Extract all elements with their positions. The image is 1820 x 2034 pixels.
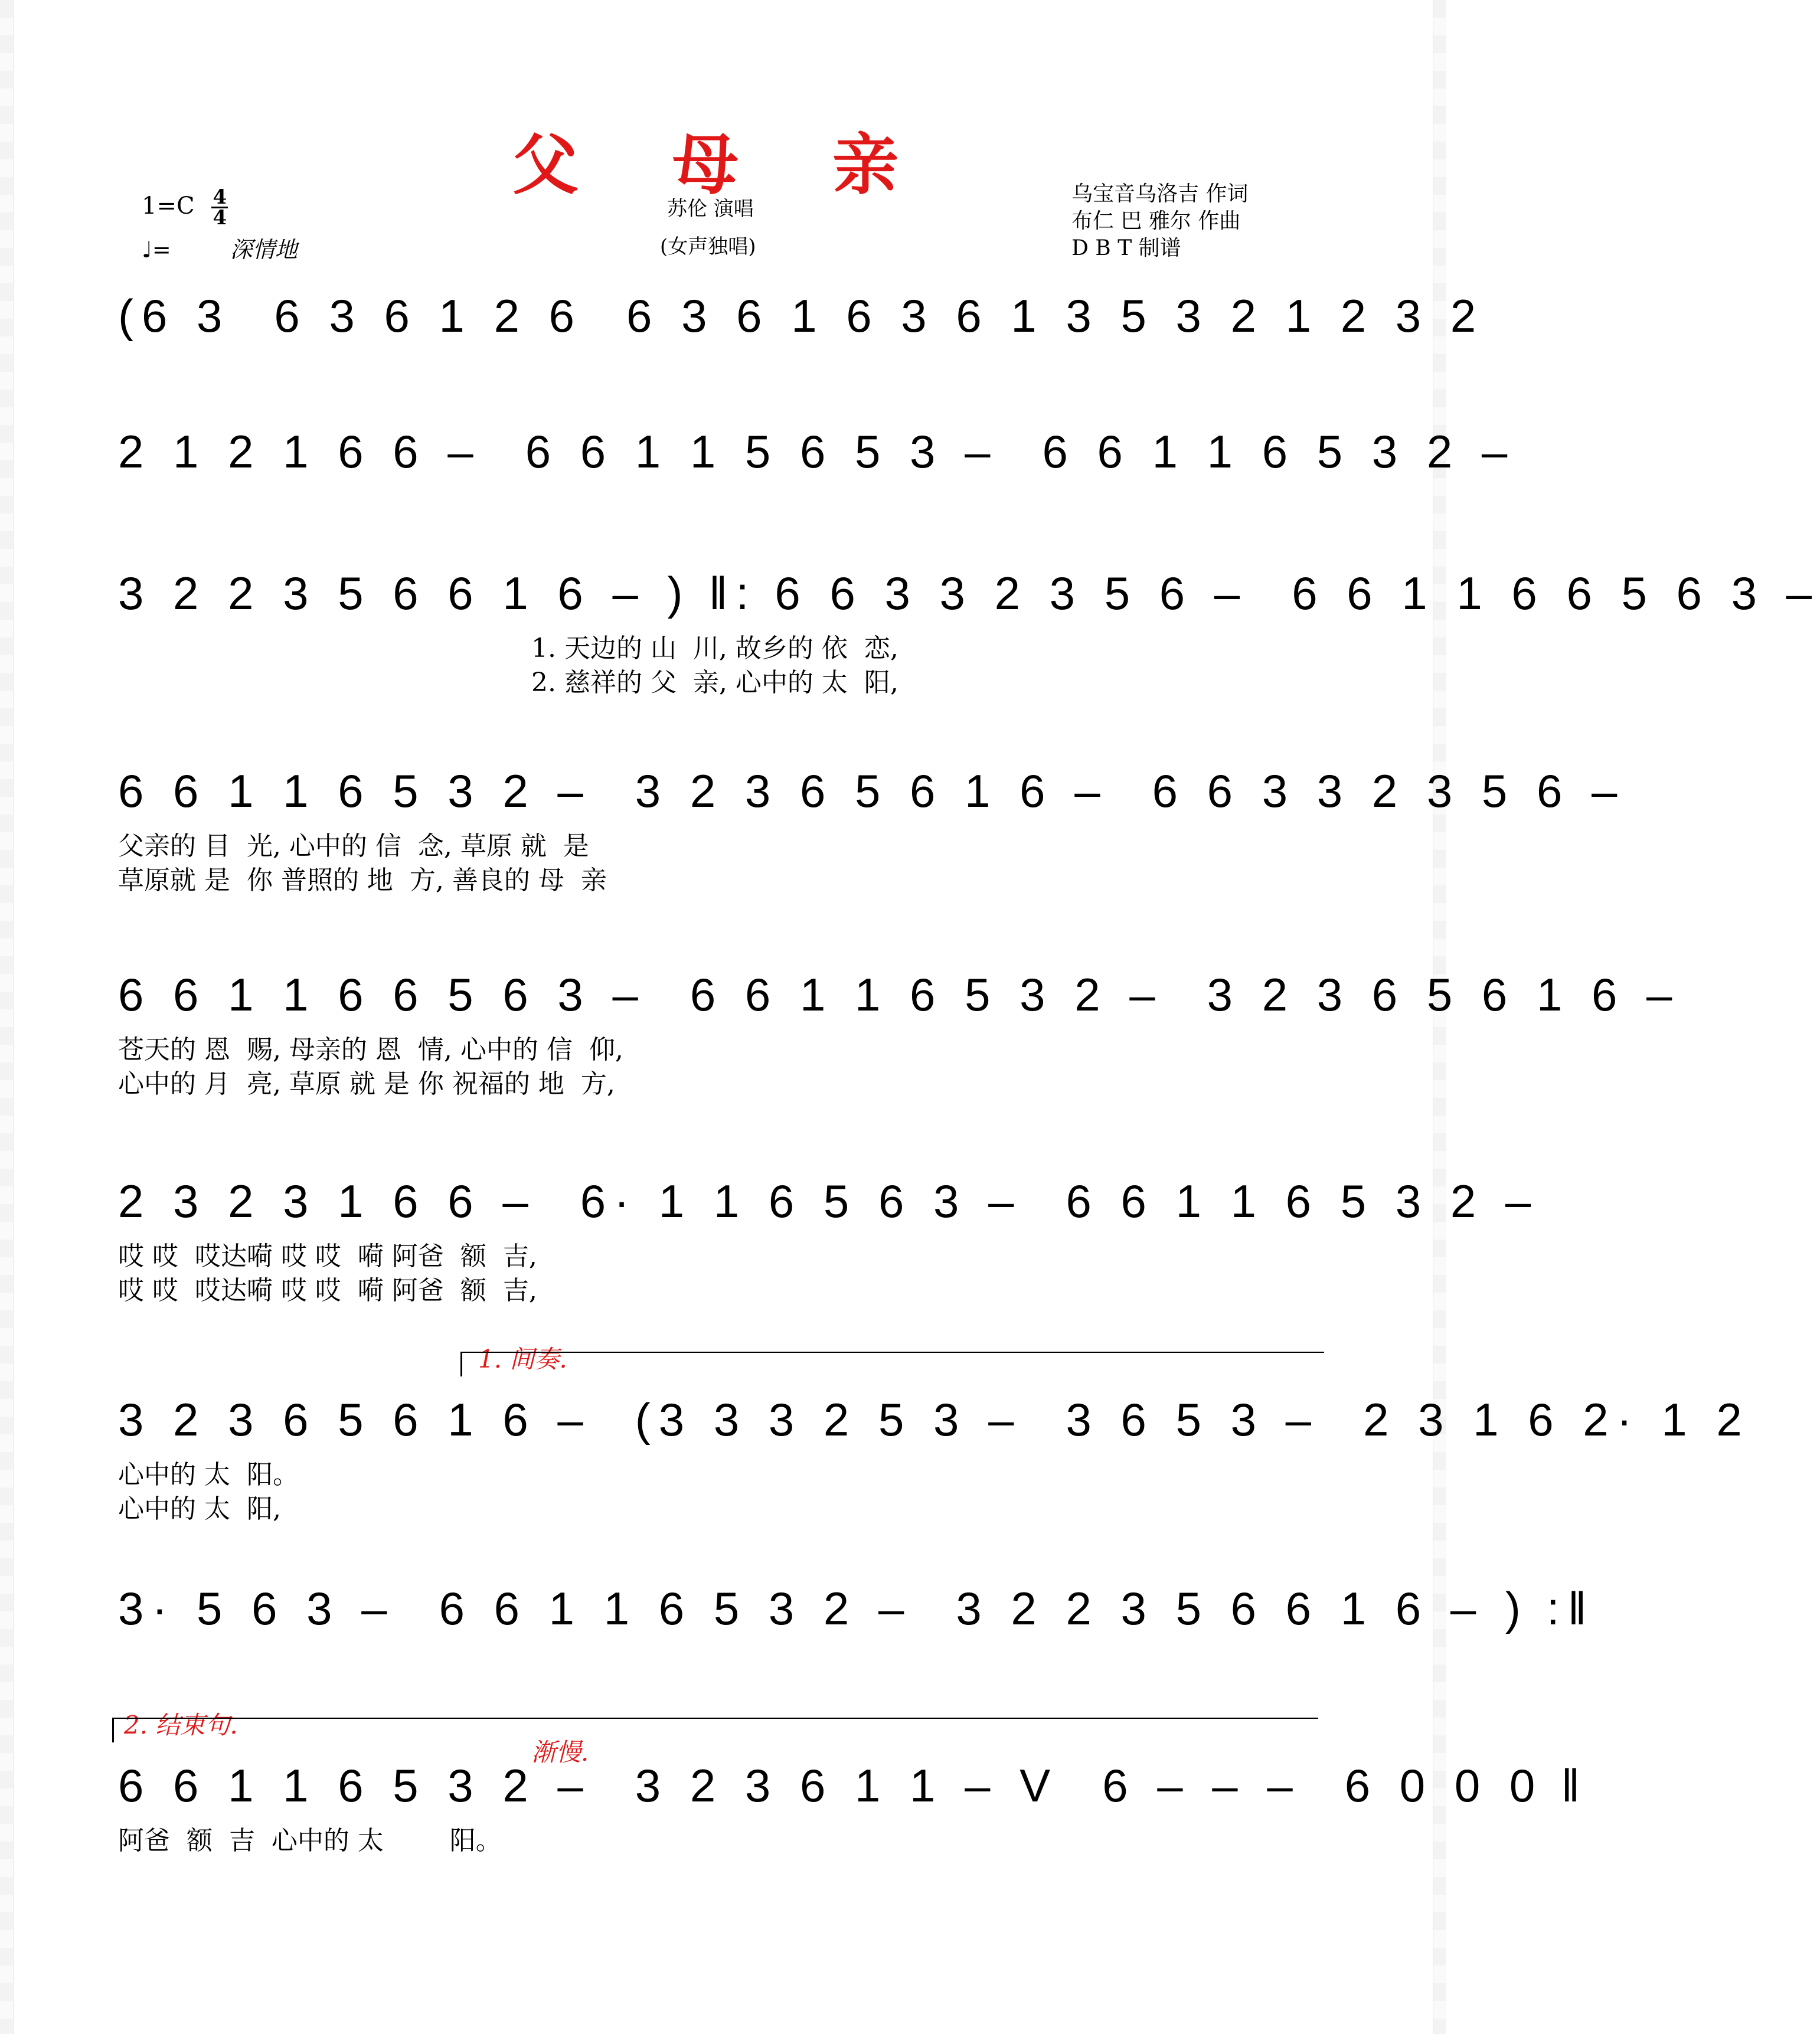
note-line (118, 413, 1516, 490)
note-line (118, 1381, 1750, 1458)
measure-notes: 6 6 1 1 6 6 5 6 3 – (118, 968, 646, 1021)
note-line (118, 753, 1626, 829)
volta-marker: 1. 间奏. (478, 1345, 567, 1374)
lyric-line: 哎 哎 哎达嗬 哎 哎 嗬 阿爸 额 吉, (118, 1276, 537, 1306)
measure-notes: 6 6 1 1 6 5 3 2 – (118, 764, 592, 817)
lyric-line: 1. 天边的 山 川, 故乡的 依 恋, (531, 633, 898, 663)
score-system (118, 956, 1681, 1101)
note-line (118, 1570, 1595, 1647)
measure-notes: ‖: (708, 567, 757, 619)
singer-credit: 苏伦 演唱 (667, 197, 754, 221)
lyric-line: 父亲的 目 光, 心中的 信 念, 草原 就 是 (118, 831, 589, 861)
measure-notes: (3 3 3 2 5 3 – (635, 1393, 1022, 1446)
measure-notes: 3 2 2 3 5 6 6 1 6 – ) (118, 567, 691, 619)
lyric-line: 草原就 是 你 普照的 地 方, 善良的 母 亲 (118, 865, 607, 895)
note-line (118, 1163, 1540, 1240)
volta-marker: 2. 结束句. (124, 1711, 238, 1739)
time-signature: $\frac{4}{4}$ (211, 188, 228, 228)
key-signature: 1=C $\frac{4}{4}$ (142, 188, 228, 228)
measure-notes: 2 3 1 6 2· 1 2 (1363, 1393, 1750, 1446)
score-system (118, 753, 1626, 898)
measure-notes: 6 6 1 1 6 5 3 2 – (439, 1582, 913, 1634)
measure-notes: 6 6 1 1 6 5 3 2 – (1066, 1175, 1540, 1227)
score-system (118, 1570, 1595, 1647)
measure-notes: 3· 5 6 3 – (118, 1582, 396, 1634)
transcriber: D B T 制谱 (1071, 236, 1181, 260)
score-system (118, 1163, 1540, 1308)
voice-type: (女声独唱) (660, 235, 756, 259)
lyric-line: 阿爸 额 吉 心中的 太 阳。 (118, 1826, 502, 1856)
measure-notes: 6 3 6 1 2 6 (274, 289, 583, 342)
lyricist: 乌宝音乌洛吉 作词 (1071, 182, 1249, 206)
measure-notes: 6 6 1 1 6 6 5 6 3 – (1292, 567, 1820, 619)
tempo-mark: ♩= 深情地 (142, 237, 298, 263)
lyric-line: 哎 哎 哎达嗬 哎 哎 嗬 阿爸 额 吉, (118, 1241, 537, 1271)
measure-notes: 6· 1 1 6 5 6 3 – (580, 1175, 1022, 1227)
lyric-line: 心中的 月 亮, 草原 就 是 你 祝福的 地 方, (118, 1069, 615, 1099)
measure-notes: 6 – – – (1102, 1759, 1301, 1811)
score-system (118, 413, 1516, 490)
measure-notes: 6 6 1 1 6 5 3 2 – (690, 968, 1164, 1021)
note-line (118, 956, 1681, 1033)
measure-notes: ‖ (1561, 1759, 1589, 1811)
score-system (118, 1711, 1589, 1858)
measure-notes: 6 6 3 3 2 3 5 6 – (1152, 764, 1626, 817)
volta-bracket (460, 1352, 1324, 1376)
measure-notes: 6 3 6 1 6 3 6 1 3 5 3 2 1 2 3 2 (626, 289, 1485, 342)
left-margin-strip (0, 0, 14, 2034)
note-line (118, 555, 1820, 632)
measure-notes: 6 6 1 1 6 5 3 2 – (118, 1759, 592, 1811)
lyric-line: 心中的 太 阳, (118, 1494, 281, 1524)
tempo-change-marker: 渐慢. (531, 1738, 589, 1767)
measure-notes: (6 3 (118, 289, 231, 342)
measure-notes: :‖ (1546, 1582, 1595, 1634)
song-title: 父 母 亲 (512, 126, 934, 204)
measure-notes: 6 0 0 0 (1344, 1759, 1544, 1811)
measure-notes: 3 2 2 3 5 6 6 1 6 – ) (956, 1582, 1529, 1634)
measure-notes: 6 6 1 1 5 6 5 3 – (525, 425, 999, 478)
measure-notes: 6 6 1 1 6 5 3 2 – (1042, 425, 1516, 478)
lyric-line: 2. 慈祥的 父 亲, 心中的 太 阳, (531, 668, 898, 698)
credits (1071, 181, 1248, 262)
note-line (118, 1747, 1589, 1824)
note-line (118, 277, 1485, 354)
composer: 布仁 巴 雅尔 作曲 (1071, 209, 1241, 233)
measure-notes: 6 6 3 3 2 3 5 6 – (775, 567, 1249, 619)
measure-notes: 3 6 5 3 – (1066, 1393, 1320, 1446)
measure-notes: 3 2 3 6 1 1 – V (635, 1759, 1059, 1811)
score-system (118, 277, 1485, 354)
measure-notes: 3 2 3 6 5 6 1 6 – (118, 1393, 592, 1446)
measure-notes: 2 3 2 3 1 6 6 – (118, 1175, 537, 1227)
score-system (118, 555, 1820, 700)
measure-notes: 3 2 3 6 5 6 1 6 – (1207, 968, 1681, 1021)
score-system (118, 1345, 1750, 1526)
measure-notes: 3 2 3 6 5 6 1 6 – (635, 764, 1109, 817)
volta-bracket (112, 1718, 1318, 1742)
lyric-line: 苍天的 恩 赐, 母亲的 恩 情, 心中的 信 仰, (118, 1035, 623, 1065)
lyric-line: 心中的 太 阳。 (118, 1460, 299, 1490)
measure-notes: 2 1 2 1 6 6 – (118, 425, 482, 478)
